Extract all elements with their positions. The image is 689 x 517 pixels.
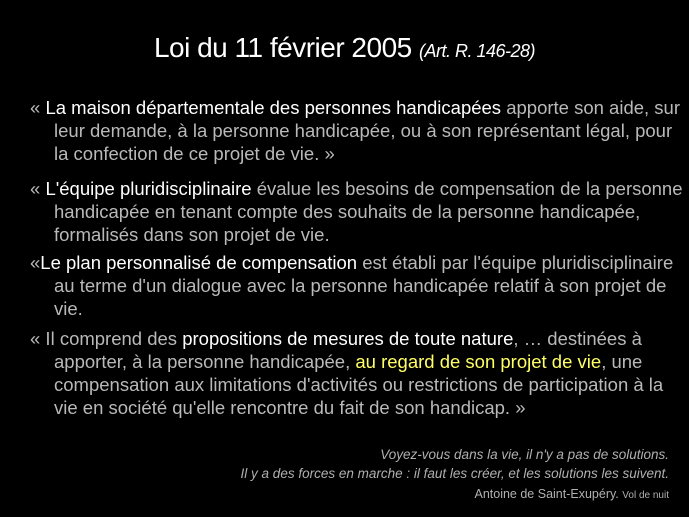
author-name: Antoine de Saint-Exupéry. (474, 487, 619, 501)
slide-title (0, 32, 689, 64)
paragraph-text: « Il comprend des (30, 328, 183, 349)
quote-line-1: Voyez-vous dans la vie, il n'y a pas de solutions. (380, 447, 669, 462)
author-work: Vol de nuit (622, 490, 669, 501)
highlight-equipe: L'équipe pluridisciplinaire (45, 178, 252, 199)
quote-author (474, 487, 669, 501)
title-main: Loi du 11 février 2005 (153, 32, 412, 63)
paragraph-open-quote: « (30, 97, 46, 118)
paragraph-mdph (30, 96, 684, 165)
paragraph-equipe (30, 177, 684, 246)
paragraph-text: apporte son aide, sur leur demande, à la personne handicapée, ou à son représentant légal, pour la confection de ce projet de vie. » (54, 97, 681, 164)
highlight-plan: Le plan personnalisé de compensation (40, 252, 358, 273)
highlight-projet-de-vie: au regard de son projet de vie (355, 351, 602, 372)
paragraph-open-quote: « (30, 178, 46, 199)
paragraph-text: , … destinées à apporter, à la personne handicapée, (54, 328, 642, 372)
highlight-propositions: propositions de mesures de toute nature (182, 328, 514, 349)
paragraph-text: est établi par l'équipe pluridisciplinaire au terme d'un dialogue avec la personne handicapée relatif à son projet de vie. (54, 252, 674, 319)
paragraph-text: , une compensation aux limitations d'activités ou restrictions de participation à la vie en société qu'elle rencontre du fait de son handicap. » (54, 351, 664, 418)
title-reference: (Art. R. 146-28) (419, 41, 536, 61)
highlight-mdph: La maison départementale des personnes handicapées (45, 97, 502, 118)
paragraph-open-quote: « (30, 252, 41, 273)
paragraph-text: évalue les besoins de compensation de la personne handicapée en tenant compte des souhaits de la personne handicapée, formalisés dans son projet de vie. (54, 178, 683, 245)
paragraph-propositions (30, 327, 684, 419)
paragraph-plan (30, 251, 684, 320)
quote-line-2: Il y a des forces en marche : il faut les créer, et les solutions les suivent. (240, 466, 669, 481)
